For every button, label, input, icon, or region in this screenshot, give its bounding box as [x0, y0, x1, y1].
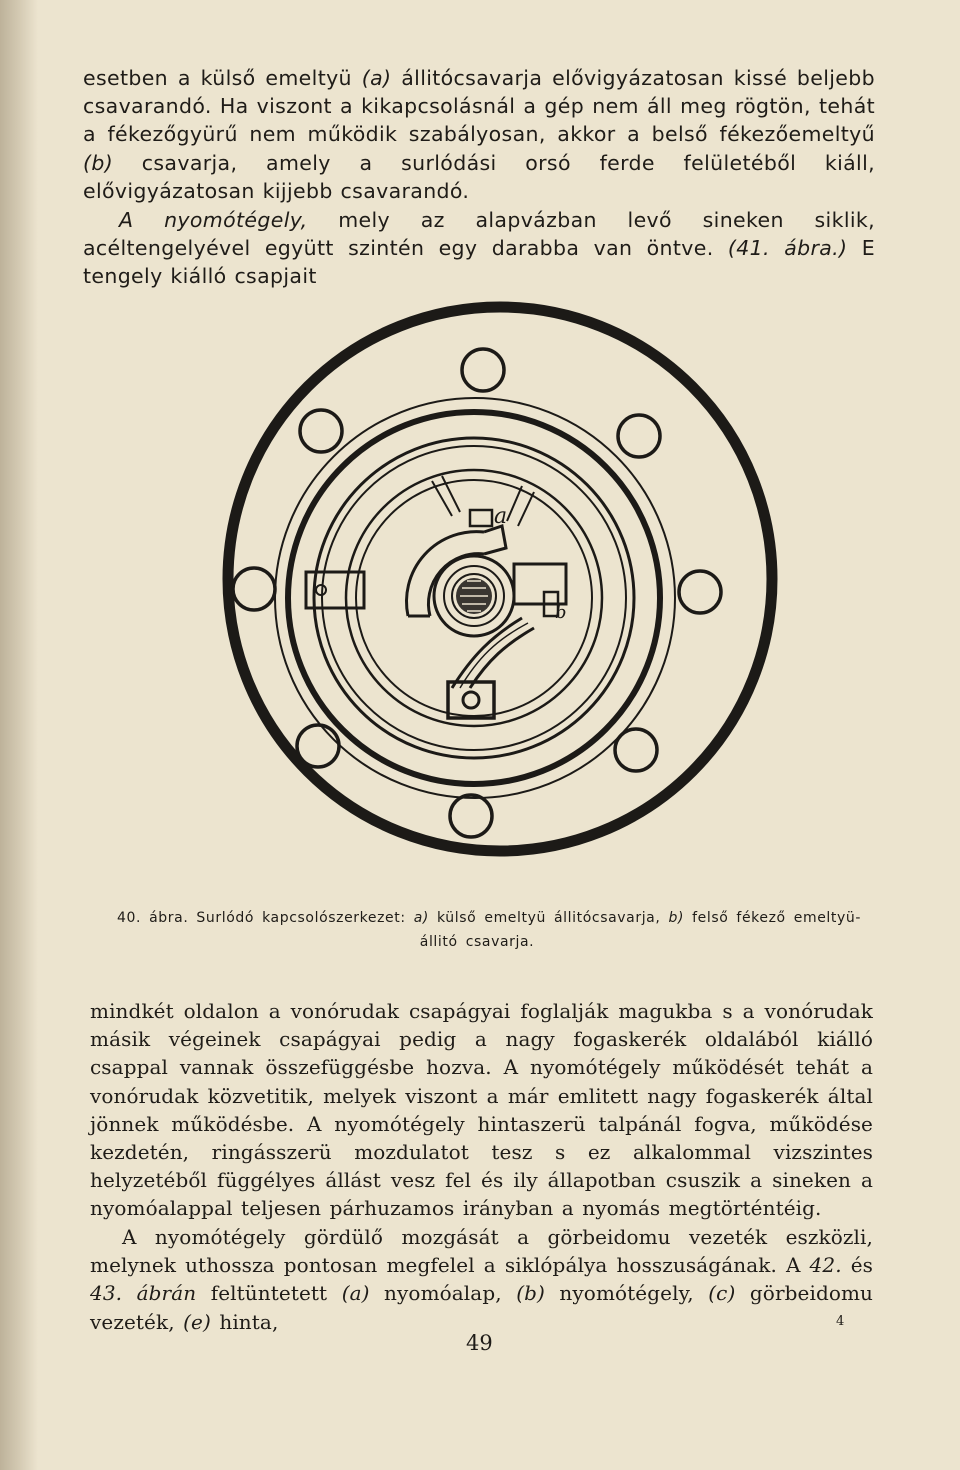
paragraph-4-text: görbeidomu vezeték, — [90, 1281, 874, 1334]
bolt-hole — [679, 571, 721, 613]
ref-a: (a) — [341, 1281, 370, 1306]
ref-b: (b) — [516, 1281, 545, 1306]
paragraph-4-text: hinta, — [210, 1309, 279, 1334]
paragraph-4-text: A nyomótégely gördülő mozgását a görbeidomu vezeték eszközli, melynek uthossza pontosan megfelel a siklópálya hosszuságának. A — [90, 1225, 873, 1278]
paragraph-2-text: E tengely kiálló csapjait — [83, 236, 875, 289]
figure-reference: (41. ábra.) — [727, 236, 848, 261]
signature-mark: 4 — [836, 1314, 845, 1329]
bolt-hole — [450, 795, 492, 837]
paragraph-1 — [83, 64, 875, 205]
paragraph-4-text: feltüntetett — [196, 1281, 342, 1306]
ref-b: (b) — [83, 150, 114, 175]
paragraph-1-text: esetben a külső emeltyü — [83, 66, 362, 90]
outer-rim — [228, 307, 772, 851]
figure-label-a: a — [494, 504, 508, 529]
caption-text: Surlódó kapcsolószerkezet: — [188, 910, 414, 926]
bolt-hole — [462, 349, 504, 391]
figure-ref-43: 43. ábrán — [90, 1281, 197, 1306]
binding-shadow — [0, 0, 38, 1470]
bolt-hole — [233, 568, 275, 610]
figure-label-b: b — [555, 602, 567, 623]
adjusting-screw-a — [470, 510, 492, 526]
paragraph-2-text: mely az alapvázban levő sineken siklik, acéltengelyével együtt szintén egy darabba van öntve. — [83, 208, 875, 261]
ref-c: (c) — [708, 1281, 736, 1306]
friction-clutch-figure — [222, 296, 778, 862]
caption-ref-b: b) — [668, 910, 685, 926]
paragraph-4-text: nyomótégely, — [544, 1281, 709, 1306]
page-number: 49 — [466, 1331, 493, 1355]
paragraph-4-text: és — [841, 1253, 873, 1278]
figure-caption — [117, 906, 877, 954]
paragraph-4 — [90, 1223, 873, 1336]
caption-ref-a: a) — [413, 910, 429, 926]
ref-e: (e) — [183, 1309, 211, 1334]
paragraph-4-text: nyomóalap, — [369, 1281, 517, 1306]
bolt-hole — [297, 725, 339, 767]
caption-text: külső emeltyü állitócsavarja, — [428, 910, 669, 926]
bolt-hole — [618, 415, 660, 457]
caption-line-2: állitó csavarja. — [419, 934, 535, 950]
caption-number: 40. ábra. — [117, 910, 189, 926]
paragraph-2-lead: A nyomótégely, — [119, 208, 308, 232]
ref-a: (a) — [361, 66, 392, 90]
bolt-hole — [300, 410, 342, 452]
figure-ref-42: 42. — [809, 1253, 842, 1278]
paragraph-1-text: csavarja, amely a surlódási orsó ferde felületéből kiáll, elővigyázatosan kijjebb csavarandó. — [83, 150, 875, 203]
paragraph-1-text: állitócsavarja elővigyázatosan kissé beljebb csavarandó. Ha viszont a kikapcsolásnál a gép nem áll meg rögtön, tehát a fékezőgyürű nem működik szabályosan, akkor a belső fékezőemeltyű — [83, 66, 875, 147]
paragraph-3: mindkét oldalon a vonórudak csapágyai foglalják magukba s a vonórudak másik végeinek csapágyai pedig a nagy fogaskerék oldalából kiálló csappal vannak összefüggésbe hozva. A nyomótégely működését tehát a vonórudak közvetitik, melyek viszont a már emlitett nagy fogaskerék által jönnek működésbe. A nyomótégely hintaszerü talpánál fogva, működése kezdetén, ringásszerü mozdulatot tesz s ez alkalommal vizszintes helyzetéből függélyes állást vesz fel és ily állapotban csuszik a sineken a nyomóalappal teljesen párhuzamos irányban a nyomás megtörténtéig. — [90, 999, 873, 1221]
caption-text: felső fékező emeltyü- — [684, 910, 862, 926]
paragraph-2 — [83, 206, 875, 291]
